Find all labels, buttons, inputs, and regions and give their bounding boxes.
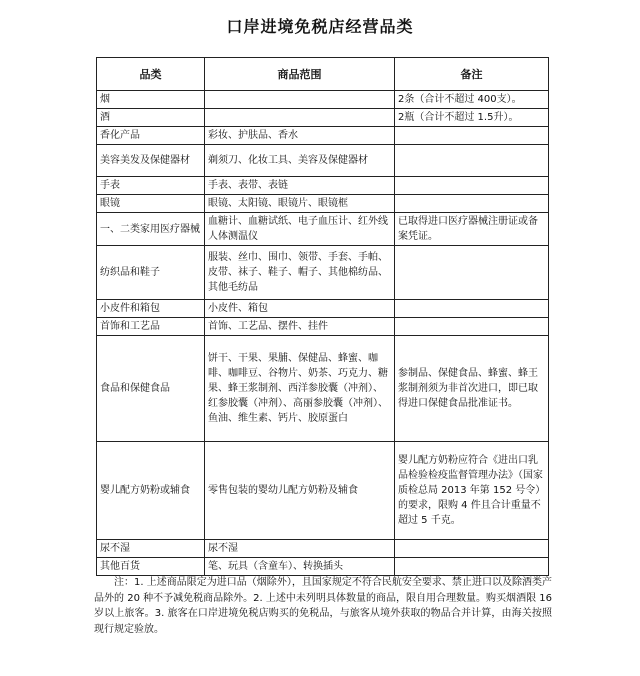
table-row xyxy=(97,195,549,213)
table-row xyxy=(97,300,549,318)
cell-category: 食品和保健食品 xyxy=(97,336,205,442)
cell-scope: 尿不湿 xyxy=(205,540,395,558)
table-row xyxy=(97,127,549,145)
header-category: 品类 xyxy=(97,58,205,91)
cell-category: 一、二类家用医疗器械 xyxy=(97,213,205,246)
cell-category: 眼镜 xyxy=(97,195,205,213)
table-row xyxy=(97,558,549,576)
cell-category: 手表 xyxy=(97,177,205,195)
cell-remark: 2条（合计不超过 400支）。 xyxy=(395,91,549,109)
cell-remark xyxy=(395,195,549,213)
table-row xyxy=(97,246,549,300)
cell-remark xyxy=(395,300,549,318)
cell-category: 其他百货 xyxy=(97,558,205,576)
cell-category: 美容美发及保健器材 xyxy=(97,145,205,177)
table-row xyxy=(97,213,549,246)
table-row xyxy=(97,318,549,336)
cell-remark xyxy=(395,540,549,558)
cell-remark xyxy=(395,127,549,145)
cell-remark xyxy=(395,145,549,177)
cell-category: 尿不湿 xyxy=(97,540,205,558)
category-table xyxy=(96,57,549,576)
cell-remark xyxy=(395,177,549,195)
table-row xyxy=(97,91,549,109)
cell-remark xyxy=(395,558,549,576)
cell-remark: 2瓶（合计不超过 1.5升）。 xyxy=(395,109,549,127)
cell-scope: 小皮件、箱包 xyxy=(205,300,395,318)
cell-scope: 零售包装的婴幼儿配方奶粉及辅食 xyxy=(205,442,395,540)
cell-scope xyxy=(205,109,395,127)
cell-scope: 服装、丝巾、围巾、领带、手套、手帕、皮带、袜子、鞋子、帽子、其他棉纺品、其他毛纺品 xyxy=(205,246,395,300)
cell-category: 首饰和工艺品 xyxy=(97,318,205,336)
table-row xyxy=(97,177,549,195)
page-title: 口岸进境免税店经营品类 xyxy=(226,17,414,36)
cell-remark: 婴儿配方奶粉应符合《进出口乳品检验检疫监督管理办法》（国家质检总局 2013 年第 152 号令）的要求，限购 4 件且合计重量不超过 5 千克。 xyxy=(395,442,549,540)
cell-remark xyxy=(395,246,549,300)
table-row xyxy=(97,442,549,540)
cell-remark: 参制品、保健食品、蜂蜜、蜂王浆制剂须为非首次进口，即已取得进口保健食品批准证书。 xyxy=(395,336,549,442)
header-scope: 商品范围 xyxy=(205,58,395,91)
cell-remark: 已取得进口医疗器械注册证或备案凭证。 xyxy=(395,213,549,246)
cell-scope: 饼干、干果、果脯、保健品、蜂蜜、咖啡、咖啡豆、谷物片、奶茶、巧克力、糖果、蜂王浆制剂、西洋参胶囊（冲剂）、红参胶囊（冲剂）、高丽参胶囊（冲剂）、鱼油、维生素、钙片、胶原蛋白 xyxy=(205,336,395,442)
cell-category: 婴儿配方奶粉或辅食 xyxy=(97,442,205,540)
table-row xyxy=(97,109,549,127)
table-row xyxy=(97,145,549,177)
table-header-row xyxy=(97,58,549,91)
header-remark: 备注 xyxy=(395,58,549,91)
footnote: 注：1. 上述商品限定为进口品（烟除外），且国家规定不符合民航安全要求、禁止进口以及除酒类产品外的 20 种不予减免税商品除外。2. 上述中未列明具体数量的商品，限自用合理数量。购买烟酒限 16 岁以上旅客。3. 旅客在口岸进境免税店购买的免税品，与旅客从境外获取的物品合并计算，由海关按照现行规定验放。 xyxy=(94,577,552,635)
cell-scope: 手表、表带、表链 xyxy=(205,177,395,195)
cell-remark xyxy=(395,318,549,336)
cell-category: 酒 xyxy=(97,109,205,127)
cell-scope: 笔、玩具（含童车）、转换插头 xyxy=(205,558,395,576)
cell-category: 香化产品 xyxy=(97,127,205,145)
cell-scope: 血糖计、血糖试纸、电子血压计、红外线人体测温仪 xyxy=(205,213,395,246)
cell-scope xyxy=(205,91,395,109)
cell-scope: 首饰、工艺品、摆件、挂件 xyxy=(205,318,395,336)
cell-scope: 眼镜、太阳镜、眼镜片、眼镜框 xyxy=(205,195,395,213)
cell-category: 小皮件和箱包 xyxy=(97,300,205,318)
cell-scope: 剃须刀、化妆工具、美容及保健器材 xyxy=(205,145,395,177)
table-row xyxy=(97,336,549,442)
cell-scope: 彩妆、护肤品、香水 xyxy=(205,127,395,145)
cell-category: 烟 xyxy=(97,91,205,109)
cell-category: 纺织品和鞋子 xyxy=(97,246,205,300)
table-row xyxy=(97,540,549,558)
